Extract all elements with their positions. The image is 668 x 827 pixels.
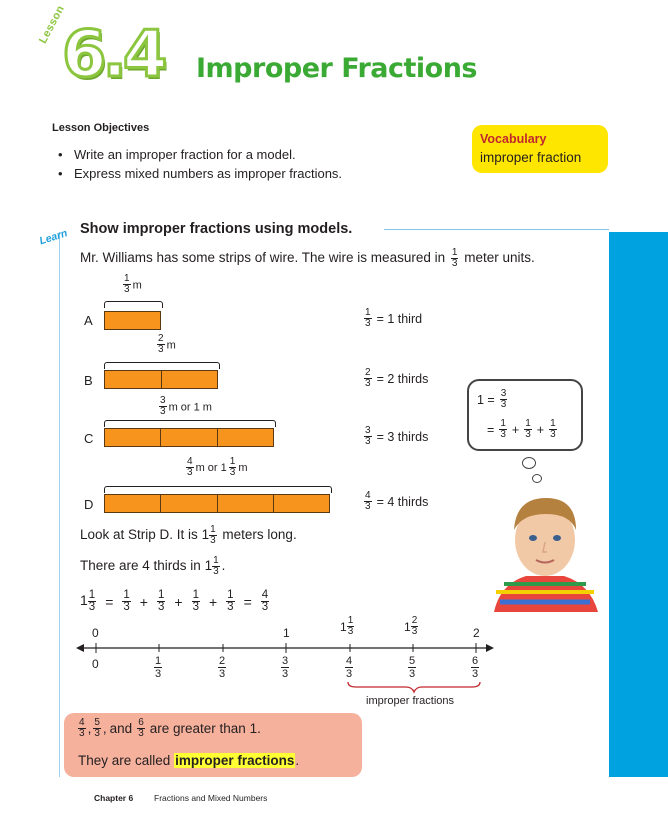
tick-label-bottom: $\frac{3}{3}$ <box>282 655 289 680</box>
strip-a-equation: $\frac{1}{3}$ = 1 third <box>365 307 423 329</box>
strip-a-brace <box>104 301 163 308</box>
bubble-line-2: = $\frac{1}{3}$ + $\frac{1}{3}$ + $\frac{1}{3}$ <box>487 418 556 440</box>
footer-title: Fractions and Mixed Numbers <box>154 793 268 803</box>
tick-label-bottom: $\frac{5}{3}$ <box>409 655 416 680</box>
tick-label-bottom: $\frac{1}{3}$ <box>155 655 162 680</box>
strip-d-measure: $\frac{4}{3}$ m or 1 $\frac{1}{3}$ m <box>187 456 248 478</box>
strip-d-equation: $\frac{4}{3}$ = 4 thirds <box>365 490 429 512</box>
strip-c-label: C <box>84 431 94 446</box>
strip-b-equation: $\frac{2}{3}$ = 2 thirds <box>365 367 429 389</box>
callout-line-1: $\frac{4}{3}$ , $\frac{5}{3}$ , and $\frac{6}{3}$ are greater than 1. <box>79 717 261 739</box>
bracket-label: improper fractions <box>366 695 455 707</box>
tick-label-top: 2 <box>473 626 480 640</box>
strip-d-brace <box>104 486 332 493</box>
callout-line-2: They are called improper fractions. <box>78 753 300 768</box>
look-sentence: Look at Strip D. It is 1 $\frac{1}{3}$ meters long. <box>80 524 297 546</box>
tick-label-bottom: $\frac{2}{3}$ <box>219 655 226 680</box>
strip-c-brace <box>104 420 276 427</box>
intro-sentence: Mr. Williams has some strips of wire. The wire is measured in $\frac{1}{3}$ meter units. <box>80 247 535 269</box>
vocabulary-heading: Vocabulary <box>480 132 547 146</box>
bubble-line-1: 1 = $\frac{3}{3}$ <box>477 388 507 410</box>
lesson-number: 6.4 <box>62 18 164 92</box>
strip-b-measure: $\frac{2}{3}$ m <box>158 333 176 355</box>
tick-label-bottom: $\frac{4}{3}$ <box>346 655 353 680</box>
sidebar-blue-bar <box>609 232 668 777</box>
strip-a <box>104 311 161 330</box>
page-title: Improper Fractions <box>196 53 477 84</box>
improper-bracket <box>346 680 482 694</box>
thought-dot <box>532 474 542 483</box>
strip-b-brace <box>104 362 220 369</box>
objectives-list <box>58 145 342 183</box>
thought-bubble <box>467 379 583 451</box>
strip-b-label: B <box>84 373 93 388</box>
highlighted-term: improper fractions <box>175 753 295 768</box>
learn-word: Learn <box>38 227 69 248</box>
fraction: $\frac{1}{3}$ <box>451 247 458 269</box>
lesson-word: Lesson <box>37 3 68 46</box>
objective-item: • Write an improper fraction for a model. <box>58 145 342 164</box>
sum-equation: 1 $\frac{1}{3}$ = $\frac{1}{3}$ + $\frac{1}{3}$ + $\frac{1}{3}$ + $\frac{1}{3}$ = $\frac{4}{3}$ <box>80 589 269 613</box>
tick-label-top: 1 <box>283 626 290 640</box>
learn-rule <box>384 229 609 230</box>
boy-photo <box>486 484 604 612</box>
strip-d-label: D <box>84 497 94 512</box>
strip-a-measure: $\frac{1}{3}$ m <box>124 273 142 295</box>
tick-label-top: 1 $\frac{2}{3}$ <box>404 615 418 637</box>
footer-chapter: Chapter 6 <box>94 793 134 803</box>
tick-label-bottom: 0 <box>92 657 99 671</box>
objective-item: • Express mixed numbers as improper fractions. <box>58 164 342 183</box>
strip-c-measure: $\frac{3}{3}$ m or 1 m <box>160 395 212 417</box>
thought-dot <box>522 457 536 469</box>
tick-label-top: 1 $\frac{1}{3}$ <box>340 615 354 637</box>
objectives-heading: Lesson Objectives <box>52 122 150 134</box>
strip-d <box>104 494 330 513</box>
tick-label-bottom: $\frac{6}{3}$ <box>472 655 479 680</box>
strip-a-label: A <box>84 313 93 328</box>
strip-b <box>104 370 218 389</box>
vocabulary-term: improper fraction <box>480 150 582 165</box>
tick-label-top: 0 <box>92 626 99 640</box>
strip-c <box>104 428 274 447</box>
there-sentence: There are 4 thirds in 1 $\frac{1}{3}$ . <box>80 555 226 577</box>
strip-c-equation: $\frac{3}{3}$ = 3 thirds <box>365 425 429 447</box>
learn-title: Show improper fractions using models. <box>80 221 353 237</box>
